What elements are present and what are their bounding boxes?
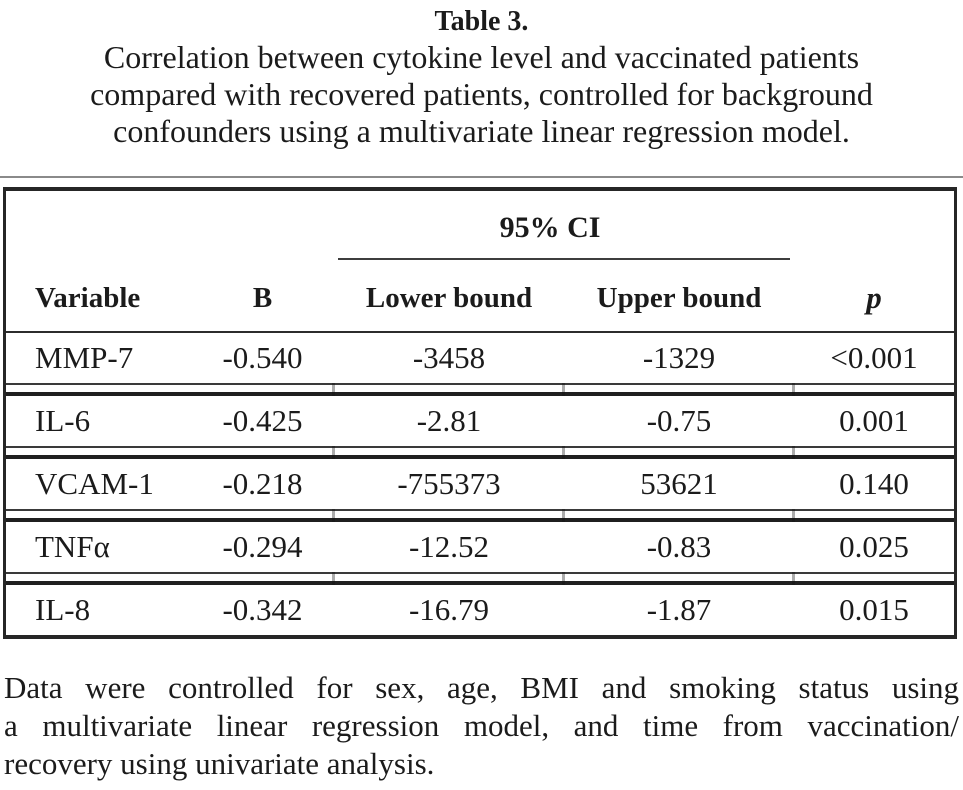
cell-lower-bound: -2.81	[416, 403, 482, 438]
row-separator	[6, 446, 954, 459]
footnote-line-2: a multivariate linear regression model, and time from vaccination/	[4, 708, 959, 743]
cell-upper-bound: 53621	[640, 466, 718, 501]
cell-p: 0.025	[839, 529, 909, 564]
table-caption-block	[0, 0, 963, 150]
column-header-b: B	[252, 281, 273, 314]
cell-p: <0.001	[830, 340, 918, 375]
cell-variable: TNFα	[35, 529, 110, 564]
table-row	[6, 585, 954, 635]
cell-variable: IL-8	[35, 592, 91, 627]
table-row	[6, 522, 954, 572]
table-footnote	[4, 669, 959, 783]
column-header-upper-bound: Upper bound	[596, 281, 762, 314]
row-separator	[6, 509, 954, 522]
cell-upper-bound: -1329	[642, 340, 716, 375]
cell-p: 0.140	[839, 466, 909, 501]
cell-b: -0.540	[222, 340, 303, 375]
cell-lower-bound: -16.79	[408, 592, 490, 627]
caption-line-2: compared with recovered patients, controlled for background	[90, 76, 873, 112]
column-header-p: p	[866, 280, 882, 315]
cell-upper-bound: -0.83	[646, 529, 712, 564]
row-separator	[6, 383, 954, 396]
cell-upper-bound: -0.75	[646, 403, 712, 438]
table-row	[6, 396, 954, 446]
caption-line-1: Correlation between cytokine level and vaccinated patients	[103, 39, 860, 75]
table-number: Table 3.	[434, 6, 529, 37]
header-separator	[6, 331, 954, 333]
cell-p: 0.001	[839, 403, 909, 438]
caption-line-3: confounders using a multivariate linear regression model.	[113, 113, 850, 149]
table-row	[6, 333, 954, 383]
cell-variable: IL-6	[35, 403, 91, 438]
column-header-variable: Variable	[35, 281, 141, 314]
column-header-lower-bound: Lower bound	[365, 281, 533, 314]
cell-lower-bound: -12.52	[408, 529, 490, 564]
cell-b: -0.218	[222, 466, 303, 501]
footnote-line-3: recovery using univariate analysis.	[4, 746, 435, 781]
cell-p: 0.015	[839, 592, 909, 627]
cell-variable: VCAM-1	[35, 466, 154, 501]
ci-spanner-label: 95% CI	[499, 211, 601, 244]
cell-b: -0.425	[222, 403, 303, 438]
row-separator	[6, 572, 954, 585]
cell-variable: MMP-7	[35, 340, 134, 375]
regression-table	[3, 187, 957, 639]
table-header	[6, 191, 954, 331]
cell-upper-bound: -1.87	[646, 592, 712, 627]
cell-lower-bound: -755373	[397, 466, 501, 501]
footnote-line-1: Data were controlled for sex, age, BMI and smoking status using	[4, 670, 959, 705]
cell-b: -0.294	[222, 529, 303, 564]
top-thin-rule	[0, 176, 963, 178]
ci-spanner-rule	[338, 258, 790, 260]
cell-lower-bound: -3458	[412, 340, 486, 375]
table-row	[6, 459, 954, 509]
cell-b: -0.342	[222, 592, 303, 627]
